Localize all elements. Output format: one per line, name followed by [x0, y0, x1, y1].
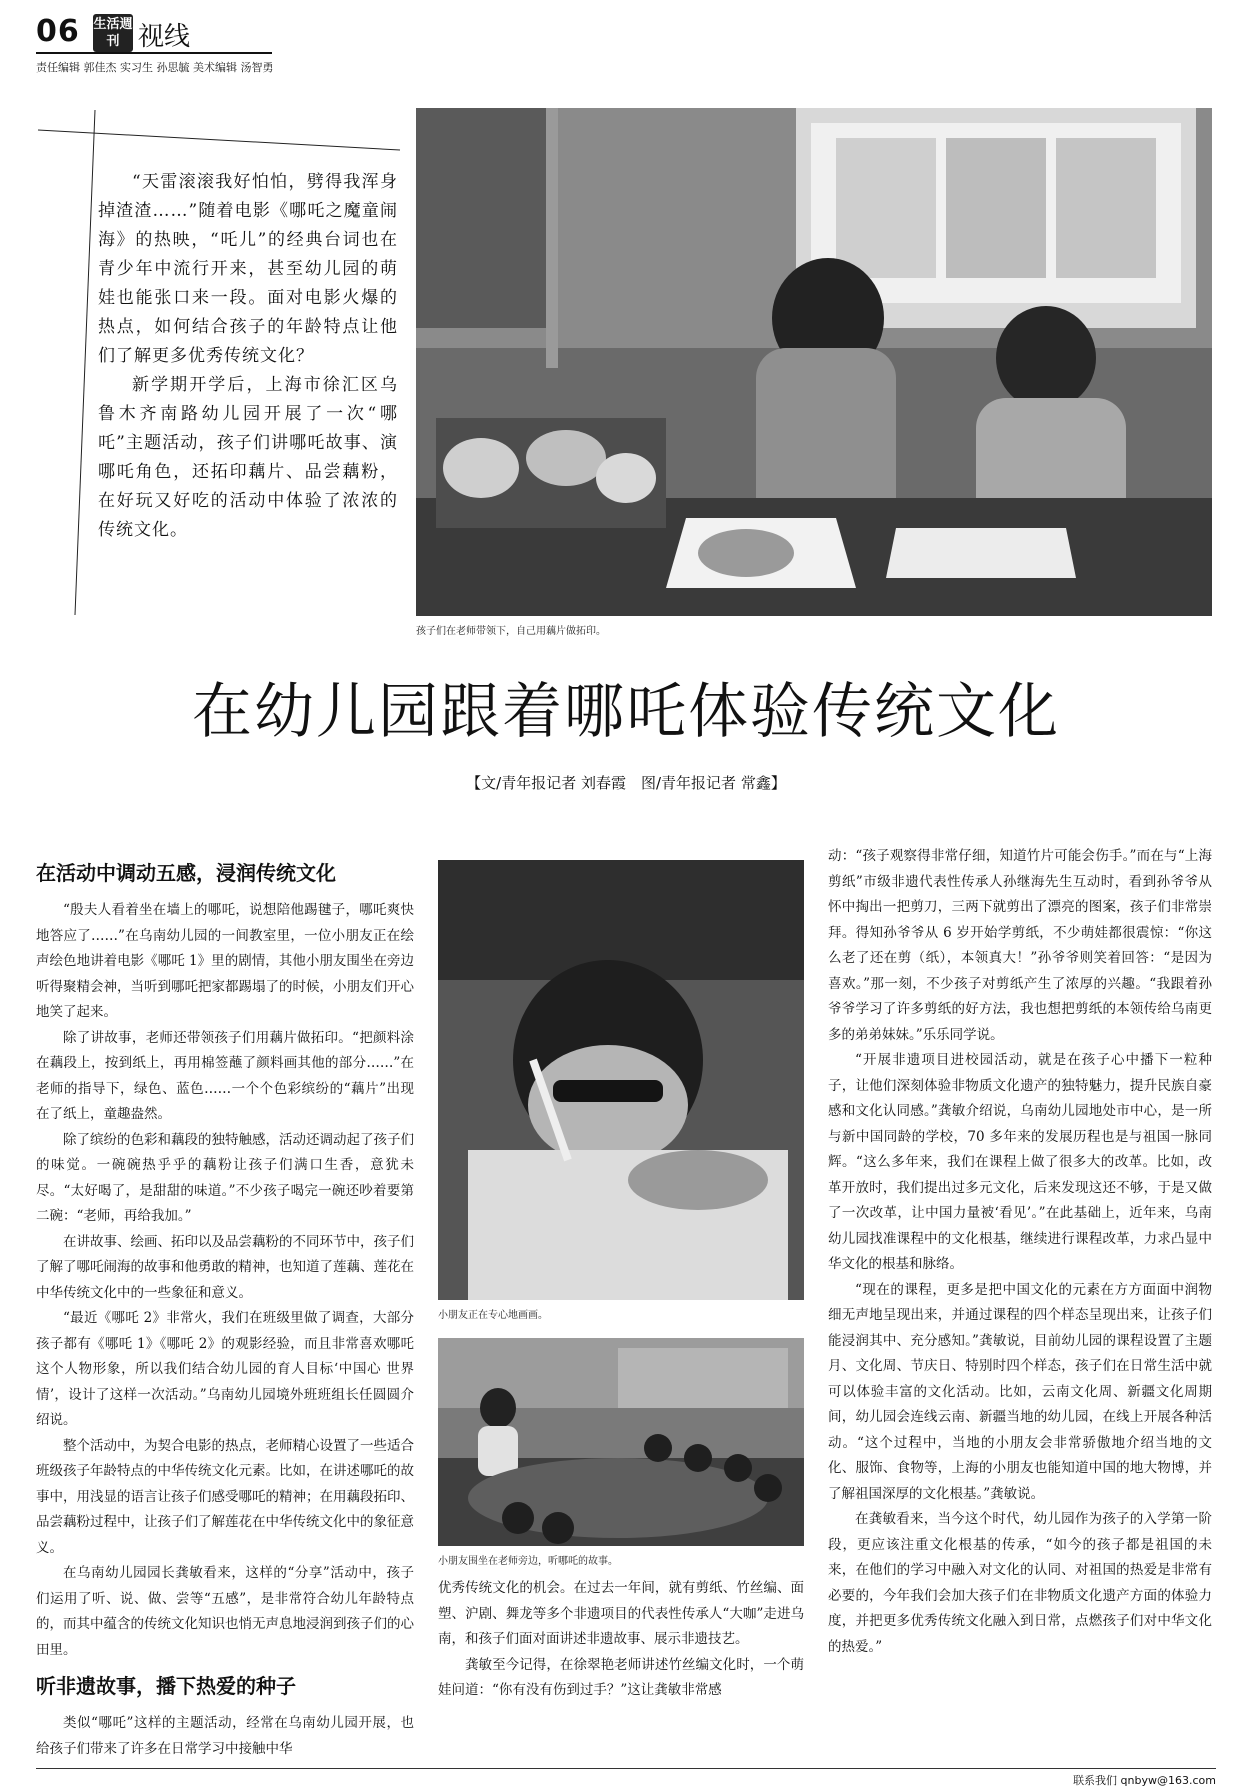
- publication-logo: 生活週刊: [93, 14, 133, 52]
- bottom-photo-caption: 小朋友围坐在老师旁边，听哪吒的故事。: [438, 1556, 618, 1567]
- article-paragraph: 类似“哪吒”这样的主题活动，经常在乌南幼儿园开展，也给孩子们带来了许多在日常学习中接触中华: [36, 1715, 414, 1757]
- article-column-3: [828, 844, 1212, 1660]
- page-number: 06: [36, 14, 80, 49]
- article-paragraph: 优秀传统文化的机会。在过去一年间，就有剪纸、竹丝编、面塑、沪剧、舞龙等多个非遗项目的代表性传承人“大咖”走进乌南，和孩子们面对面讲述非遗故事、展示非遗技艺。: [438, 1580, 804, 1647]
- top-photo-caption: 孩子们在老师带领下，自己用藕片做拓印。: [416, 626, 606, 637]
- article-paragraph: 龚敏至今记得，在徐翠艳老师讲述竹丝编文化时，一个萌娃问道：“你有没有伤到过手？”这让龚敏非常感: [438, 1656, 804, 1698]
- editor-credits: 责任编辑 郭佳杰 实习生 孙思毓 美术编辑 汤智勇: [36, 61, 274, 74]
- section-title: 视线: [138, 22, 191, 52]
- section-heading: 听非遗故事，播下热爱的种子: [36, 1674, 296, 1698]
- article-paragraph: 动：“孩子观察得非常仔细，知道竹片可能会伤手。”而在与“上海剪纸”市级非遗代表性传承人孙继海先生互动时，看到孙爷爷从怀中掏出一把剪刀，三两下就剪出了漂亮的图案，孩子们非常崇拜。得知孙爷爷从 6 岁开始学剪纸，不少萌娃都很震惊：“你这么老了还在剪（纸），本领真大！”孙爷爷则笑着回答：“是因为喜欢。”那一刻，不少孩子对剪纸产生了浓厚的兴趣。“我跟着孙爷爷学习了许多剪纸的好方法，我也想把剪纸的本领传给乌南更多的弟弟妹妹。”乐乐同学说。: [828, 848, 1212, 1043]
- article-paragraph: “开展非遗项目进校园活动，就是在孩子心中播下一粒种子，让他们深刻体验非物质文化遗产的独特魅力，提升民族自豪感和文化认同感。”龚敏介绍说，乌南幼儿园地处市中心，是一所与新中国同龄的学校，70 多年来的发展历程也是与祖国一脉同辉。“这么多年来，我们在课程上做了很多大的改革。比如，改革开放时，我们提出过多元文化，后来发现这还不够，于是又做了一次改革，让中国力量被‘看见’。”在此基础上，近年来，乌南幼儿园找准课程中的文化根基，继续进行课程改革，力求凸显中华文化的根基和脉络。: [828, 1052, 1212, 1272]
- contact-footer: 联系我们 qnbyw@163.com: [1073, 1774, 1216, 1787]
- article-paragraph: 在讲故事、绘画、拓印以及品尝藕粉的不同环节中，孩子们了解了哪吒闹海的故事和他勇敢的精神，也知道了莲藕、莲花在中华传统文化中的一些象征和意义。: [36, 1233, 414, 1301]
- top-photo-image: [416, 108, 1212, 616]
- article-paragraph: 整个活动中，为契合电影的热点，老师精心设置了一些适合班级孩子年龄特点的中华传统文化元素。比如，在讲述哪吒的故事中，用浅显的语言让孩子们感受哪吒的精神；在用藕段拓印、品尝藕粉过程中，让孩子们了解莲花在中华传统文化中的象征意义。: [36, 1437, 414, 1556]
- top-photo: [416, 108, 1212, 616]
- article-paragraph: 在龚敏看来，当今这个时代，幼儿园作为孩子的入学第一阶段，更应该注重文化根基的传承，“如今的孩子都是祖国的未来，在他们的学习中融入对文化的认同、对祖国的热爱是非常有必要的，今年我们会加大孩子们在非物质文化遗产方面的体验力度，并把更多优秀传统文化融入到日常，点燃孩子们对中华文化的热爱。”: [828, 1511, 1212, 1655]
- middle-photo-image: [438, 860, 804, 1300]
- article-paragraph: 除了讲故事，老师还带领孩子们用藕片做拓印。“把颜料涂在藕段上，按到纸上，再用棉签蘸了颜料画其他的部分……”在老师的指导下，绿色、蓝色……一个个色彩缤纷的“藕片”出现在了纸上，童趣盎然。: [36, 1029, 414, 1122]
- byline: 【文/青年报记者 刘春霞 图/青年报记者 常鑫】: [466, 774, 786, 792]
- article-column-1: [36, 858, 414, 1762]
- footer-divider: [36, 1768, 1216, 1769]
- bottom-photo-image: [438, 1338, 804, 1546]
- middle-photo: [438, 860, 804, 1300]
- article-paragraph: 在乌南幼儿园园长龚敏看来，这样的“分享”活动中，孩子们运用了听、说、做、尝等“五感”，是非常符合幼儿年龄特点的，而其中蕴含的传统文化知识也悄无声息地浸润到孩子们的心田里。: [36, 1565, 414, 1658]
- intro-paragraph: 新学期开学后，上海市徐汇区乌鲁木齐南路幼儿园开展了一次“哪吒”主题活动，孩子们讲哪吒故事、演哪吒角色，还拓印藕片、品尝藕粉，在好玩又好吃的活动中体验了浓浓的传统文化。: [98, 375, 398, 540]
- article-column-2: [438, 1576, 804, 1704]
- article-paragraph: “现在的课程，更多是把中国文化的元素在方方面面中润物细无声地呈现出来，并通过课程的四个样态呈现出来，让孩子们能浸润其中、充分感知。”龚敏说，目前幼儿园的课程设置了主题月、文化周、节庆日、特别时四个样态，孩子们在日常生活中就可以体验丰富的文化活动。比如，云南文化周、新疆文化周期间，幼儿园会连线云南、新疆当地的幼儿园，在线上开展各种活动。“这个过程中，当地的小朋友会非常骄傲地介绍当地的文化、服饰、食物等，上海的小朋友也能知道中国的地大物博，并了解祖国深厚的文化根基。”龚敏说。: [828, 1281, 1212, 1502]
- intro-text: [98, 168, 398, 545]
- article-paragraph: “最近《哪吒 2》非常火，我们在班级里做了调查，大部分孩子都有《哪吒 1》《哪吒 2》的观影经验，而且非常喜欢哪吒这个人物形象，所以我们结合幼儿园的育人目标‘中国心 世界情’，设计了这样一次活动。”乌南幼儿园境外班班组长任圆圆介绍说。: [36, 1310, 414, 1428]
- bottom-photo: [438, 1338, 804, 1546]
- intro-paragraph: “天雷滚滚我好怕怕，劈得我浑身掉渣渣……”随着电影《哪吒之魔童闹海》的热映，“吒儿”的经典台词也在青少年中流行开来，甚至幼儿园的萌娃也能张口来一段。面对电影火爆的热点，如何结合孩子的年龄特点让他们了解更多优秀传统文化？: [98, 172, 398, 366]
- section-heading: 在活动中调动五感，浸润传统文化: [36, 861, 336, 885]
- article-paragraph: “殷夫人看着坐在墙上的哪吒，说想陪他踢毽子，哪吒爽快地答应了……”在乌南幼儿园的一间教室里，一位小朋友正在绘声绘色地讲着电影《哪吒 1》里的剧情，其他小朋友围坐在旁边听得聚精会神，当听到哪吒把家都踢塌了的时候，小朋友们开心地笑了起来。: [36, 902, 414, 1020]
- article-paragraph: 除了缤纷的色彩和藕段的独特触感，活动还调动起了孩子们的味觉。一碗碗热乎乎的藕粉让孩子们满口生香，意犹未尽。“太好喝了，是甜甜的味道。”不少孩子喝完一碗还吵着要第二碗：“老师，再给我加。”: [36, 1131, 414, 1224]
- headline: 在幼儿园跟着哪吒体验传统文化: [192, 677, 1060, 747]
- middle-photo-caption: 小朋友正在专心地画画。: [438, 1310, 548, 1321]
